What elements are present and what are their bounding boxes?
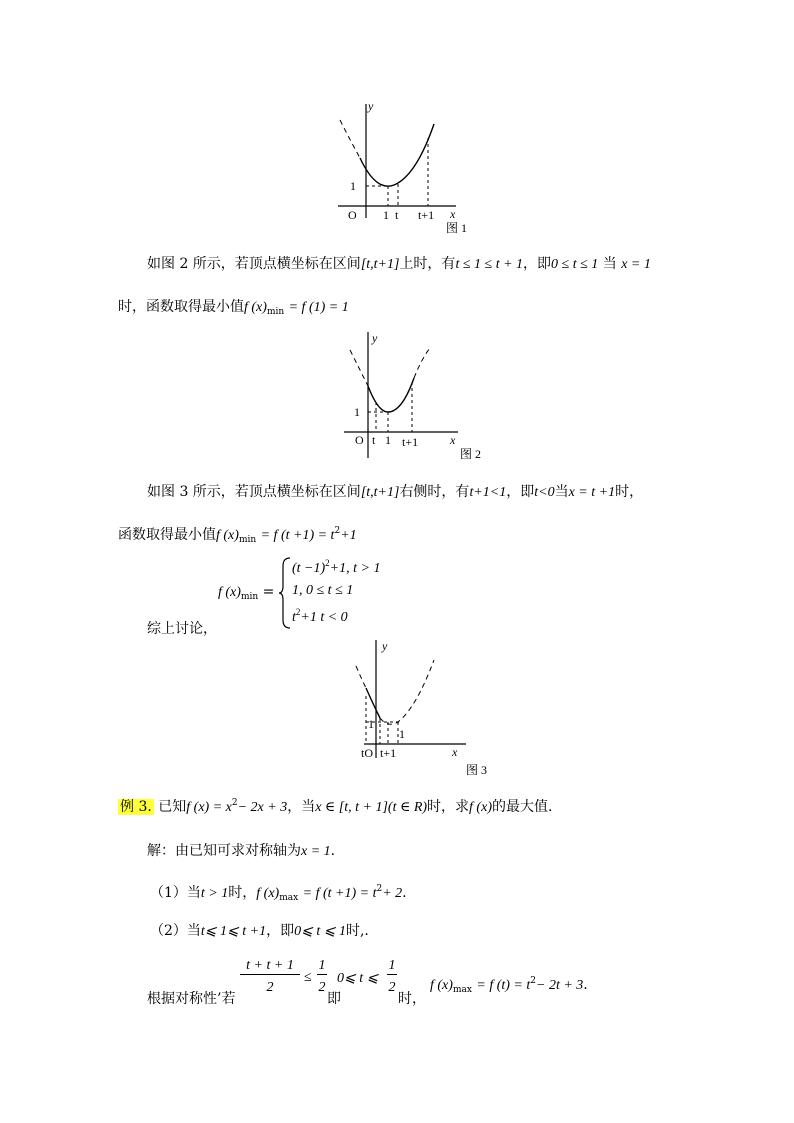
- para3-res: = f (t +1) = t: [260, 528, 335, 543]
- fig3-one-y: 1: [368, 717, 374, 731]
- frac1-num: t + t + 1: [240, 958, 300, 975]
- para2-fx: f (x): [244, 300, 267, 315]
- para3-min: min: [238, 535, 257, 545]
- para3-res-sup: 2: [334, 526, 341, 536]
- example-domain: x ∈ [t, t + 1](t ∈ R): [315, 800, 428, 815]
- solution-axis: x = 1: [301, 844, 331, 859]
- summary-case1-a: (t −1): [292, 561, 326, 576]
- case1-fx: f (x): [256, 886, 280, 901]
- para3-line2-text: 函数取得最小值: [118, 527, 216, 543]
- sym-when: 时，: [398, 991, 426, 1007]
- para2-line2-text: 时，函数取得最小值: [118, 299, 244, 315]
- case1-tail: + 2: [382, 886, 403, 901]
- case1-cond: t > 1: [200, 886, 229, 901]
- example-func-tail: − 2x + 3: [237, 800, 288, 815]
- solution-intro: [147, 840, 335, 860]
- para3-text-a: 如图 3 所示，若顶点横坐标在区间: [147, 484, 361, 500]
- case1-num: （1）当: [150, 885, 201, 901]
- para3-fx: f (x): [216, 528, 239, 543]
- fig3-one-right: 1: [399, 727, 405, 741]
- fig3-origin: tO: [361, 746, 373, 760]
- figure-1-graph: [330, 98, 470, 238]
- para2-cond: x = 1: [621, 257, 651, 272]
- frac2-den: 2: [318, 980, 326, 995]
- sym-max: max: [452, 985, 472, 995]
- frac3-num: 1: [388, 958, 396, 973]
- example-func-sup: 2: [231, 798, 238, 808]
- fig2-tick-1: 1: [385, 433, 391, 447]
- sym-result: [430, 976, 588, 995]
- case2-num: （2）当: [150, 923, 201, 939]
- frac1-den: 2: [266, 980, 274, 995]
- para2-ineq: t ≤ 1 ≤ t + 1: [455, 257, 524, 272]
- summary-case-1: [292, 558, 380, 577]
- case1-sup: 2: [376, 884, 383, 894]
- fig1-tick-1: 1: [383, 208, 389, 222]
- case2-mid: ，即: [266, 923, 295, 939]
- para3-interval: [t,t+1]: [360, 485, 400, 500]
- sym-res-sup: 2: [530, 976, 536, 986]
- summary-fx: f (x): [218, 585, 241, 600]
- sym-le: ≤: [304, 970, 312, 985]
- para3-res-tail: +1: [340, 528, 357, 543]
- sym-end: .: [583, 977, 588, 993]
- case1-end: .: [402, 885, 407, 901]
- fig3-x-label: x: [452, 745, 458, 759]
- case2-cond: t⩽ 1⩽ t +1: [200, 924, 267, 939]
- fig2-caption: 图 2: [460, 447, 482, 461]
- solution-intro-dot: .: [330, 843, 336, 859]
- summary-eq: =: [262, 584, 275, 600]
- para3-text-b: 右侧时，有: [399, 484, 470, 500]
- fig3-caption: 图 3: [466, 763, 488, 777]
- case2-cond2: 0⩽ t ⩽ 1: [294, 924, 346, 939]
- frac2-num: 1: [318, 958, 326, 973]
- sym-ji: 即: [327, 991, 341, 1007]
- summary-min: min: [240, 592, 259, 602]
- fig2-origin: O: [355, 433, 364, 447]
- para3-text-e: 时，: [615, 484, 644, 500]
- fig2-one-y: 1: [354, 405, 360, 419]
- case1-res: = f (t +1) = t: [302, 886, 377, 901]
- example-fx: f (x): [469, 800, 492, 815]
- para3-line1: [147, 481, 643, 501]
- fig3-tick-t1: t+1: [380, 746, 397, 760]
- solution-case-2: [150, 920, 369, 940]
- case1-max: max: [279, 893, 299, 903]
- example-func: f (x) = x: [186, 800, 232, 815]
- summary-case-3: [292, 607, 348, 626]
- summary-label: 综上讨论，: [147, 621, 217, 637]
- para2-res: = f (1) = 1: [288, 300, 349, 315]
- fig1-tick-t: t: [395, 208, 399, 222]
- para2-text-a: 如图 2 所示，若顶点横坐标在区间: [147, 256, 361, 272]
- fig2-tick-t: t: [372, 433, 376, 447]
- summary-case3-b: +1 t < 0: [300, 610, 348, 625]
- example-text-d: 的最大值.: [491, 799, 553, 815]
- summary-lhs: [218, 584, 274, 602]
- para2-ineq2: 0 ≤ t ≤ 1: [551, 257, 599, 272]
- fig1-tick-t1: t+1: [418, 208, 435, 222]
- para2-line1: [147, 253, 651, 273]
- example-3-line: [118, 796, 552, 816]
- fig2-x-label: x: [450, 433, 456, 447]
- case1-when: 时，: [228, 885, 257, 901]
- sym-fx: f (x): [430, 978, 453, 993]
- fig1-one-y: 1: [350, 179, 356, 193]
- example-text-a: 已知: [158, 799, 187, 815]
- summary-case1-sup: 2: [325, 558, 330, 568]
- fig1-caption: 图 1: [446, 221, 468, 235]
- para2-text-d: 当: [602, 256, 617, 272]
- para2-min: min: [266, 307, 285, 317]
- summary-brace: [278, 556, 292, 630]
- para2-interval: [t,t+1]: [360, 257, 400, 272]
- example-text-c: 时，求: [427, 799, 470, 815]
- para2-text-c: ，即: [523, 256, 552, 272]
- fig1-x-label: x: [450, 207, 456, 221]
- summary-case3-sup: 2: [295, 607, 301, 617]
- para3-text-d: 当: [554, 484, 569, 500]
- example-tag: 例 3.: [120, 799, 152, 815]
- para2-text-b: 上时，有: [399, 256, 456, 272]
- example-text-b: ，当: [287, 799, 316, 815]
- sym-cond3: 0⩽ t ⩽: [337, 971, 379, 986]
- figure-2-graph: [340, 330, 490, 464]
- fig1-origin: O: [348, 208, 357, 222]
- summary-case-2: 1, 0 ≤ t ≤ 1: [292, 583, 354, 598]
- para3-text-c: ，即: [506, 484, 535, 500]
- sym-res: = f (t) = t: [476, 978, 531, 993]
- frac3-den: 2: [388, 980, 396, 995]
- fig2-tick-t1: t+1: [402, 435, 419, 449]
- case2-end: 时,.: [345, 923, 369, 939]
- para3-ineq2: t<0: [534, 485, 555, 500]
- solution-intro-text: 解：由已知可求对称轴为: [147, 843, 301, 859]
- sym-res-tail: − 2t + 3: [536, 978, 584, 993]
- sym-label: 根据对称性’若: [147, 991, 236, 1007]
- para3-line2: [118, 524, 357, 545]
- summary-case1-b: +1, t > 1: [329, 561, 381, 576]
- fig2-y-label: y: [372, 331, 378, 345]
- para2-line2: [118, 296, 349, 317]
- fig3-y-label: y: [382, 639, 388, 653]
- para3-ineq: t+1<1: [469, 485, 507, 500]
- solution-case-1: [150, 882, 407, 903]
- fig1-y-label: y: [368, 99, 374, 113]
- para3-cond: x = t +1: [568, 485, 616, 500]
- summary-case3-a: t: [292, 610, 296, 625]
- figure-3-graph: [350, 636, 500, 778]
